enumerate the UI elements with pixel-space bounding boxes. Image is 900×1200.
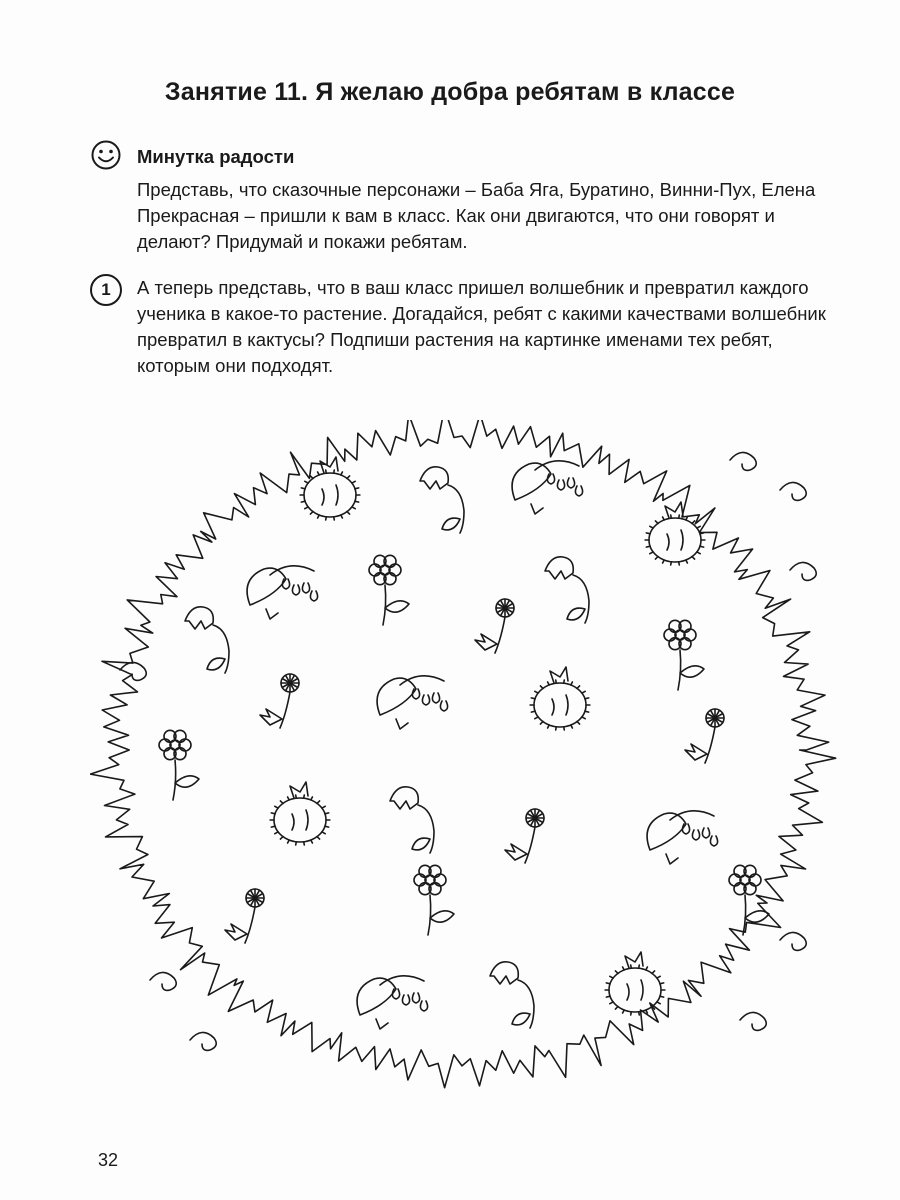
dandelion-icon [475, 599, 514, 653]
lily-icon [377, 676, 448, 729]
daisy-icon [369, 555, 409, 625]
cactus-icon [270, 782, 330, 845]
dandelion-icon [505, 809, 544, 863]
lily-icon [647, 811, 718, 864]
cactus-icon [605, 952, 665, 1015]
bell-icon [420, 467, 464, 533]
bell-icon [185, 607, 229, 673]
bell-icon [390, 787, 434, 853]
meadow-illustration [90, 420, 840, 1110]
page-number: 32 [98, 1150, 119, 1170]
dandelion-icon [685, 709, 724, 763]
daisy-icon [414, 865, 454, 935]
task-number: 1 [90, 274, 122, 306]
bell-icon [490, 962, 534, 1028]
section-heading: Минутка радости [137, 146, 295, 167]
bell-icon [545, 557, 589, 623]
task-text: А теперь представь, что в ваш класс пришел волшебник и превратил каждого ученика в какое-то растение. Догадайся, ребят с какими качествами волшебник превратил в кактусы? Подпиши растения на картинке именами тех ребят, которым они подходят. [137, 277, 826, 376]
lily-icon [512, 461, 583, 514]
lily-icon [357, 976, 428, 1029]
cactus-icon [530, 667, 590, 730]
page-title: Занятие 11. Я желаю добра ребятам в классе [164, 78, 736, 106]
dandelion-icon [225, 889, 264, 943]
cactus-icon [645, 502, 705, 565]
daisy-icon [664, 620, 704, 690]
cactus-icon [300, 457, 360, 520]
dandelion-icon [260, 674, 299, 728]
section-text: Представь, что сказочные персонажи – Баба Яга, Буратино, Винни-Пух, Елена Прекрасная – пришли к вам в класс. Как они двигаются, что они говорят и делают? Придумай и покажи ребятам. [137, 179, 816, 252]
lily-icon [247, 566, 318, 619]
daisy-icon [159, 730, 199, 800]
smiley-icon [90, 139, 122, 171]
